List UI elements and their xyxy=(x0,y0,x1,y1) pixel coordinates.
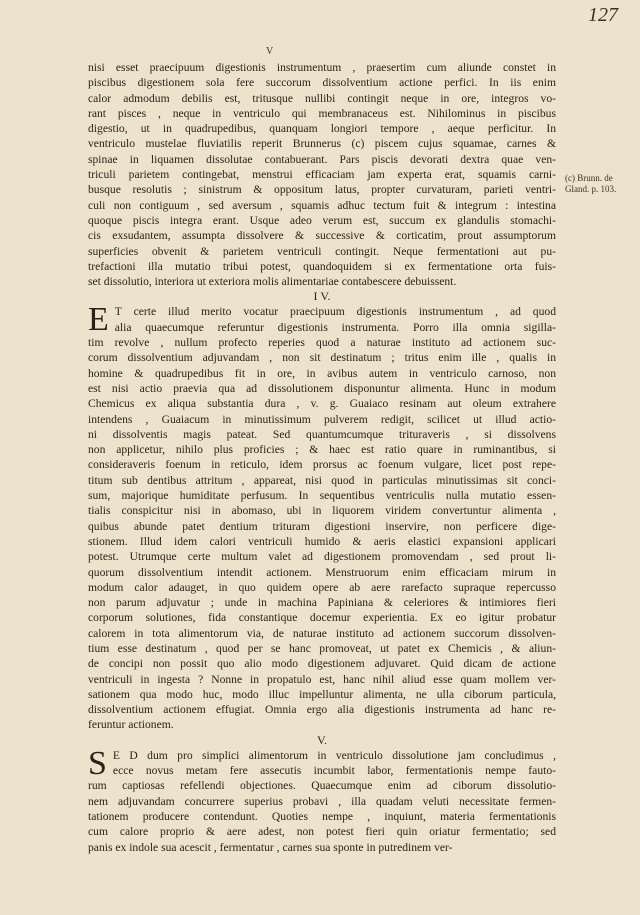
text-line: stionem. Illud idem calori ventriculi humido & aeris elastici expansioni applicari xyxy=(88,534,556,548)
margin-footnote: (c) Brunn. de Gland. p. 103. xyxy=(565,173,617,194)
text-line: rum captiosas refellendi objectiones. Quaecumque enim ad ciborum dissolutio- xyxy=(88,779,556,793)
text-line: cis exsudantem, assumpta dissolvere & successive & corticatim, prout assumptorum xyxy=(88,229,556,243)
text-line: sum, majorique humiditate perfusum. In sequentibus ventriculis nulla mutatio essen- xyxy=(88,489,556,503)
text-line: piscibus digestionem sola fere succorum dissolventium actione perfici. In iis enim xyxy=(88,76,556,90)
paragraph-iii-continued xyxy=(88,60,556,289)
section-heading-v: V. xyxy=(316,732,328,747)
text-line: culi non contiguum , sed aversum , squamis adhuc tectum fuit & integrum : intestina xyxy=(88,198,556,212)
text-line: nisi esset praecipuum digestionis instrumentum , praesertim cum aliunde constet in xyxy=(88,61,556,74)
text-line: sationem qua modo huc, modo illuc impelluntur alimenta, ne ulla ciborum particula, xyxy=(88,687,556,701)
text-line: ni dissolventis magis pateat. Sed quantumcumque trituraveris , si dissolvens xyxy=(88,427,556,441)
paragraph-v-lines xyxy=(88,744,556,855)
text-line: est nisi actio praevia qua ad dissolutionem disponuntur alimenta. Hunc in modum xyxy=(88,381,556,395)
text-line: nem adjuvandam concurrere superius probavi , illa quadam veluti necessitate fermen- xyxy=(88,794,556,808)
text-line: consideraveris foenum in reticulo, idem prorsus ac foenum vulgare, licet post repe- xyxy=(88,458,556,472)
text-line: intendens , Guaiacum in minutissimum pulverem redigit, scilicet ut illud actio- xyxy=(88,412,556,426)
text-line: tium esse destinatum , quod per se hanc promoveat, ut patet ex Chemicis , & aliun- xyxy=(88,641,556,655)
section-heading-iv: I V. xyxy=(313,289,331,304)
text-line: superficies obvenit & parietem ventriculi contingit. Neque fermentationi aut pu- xyxy=(88,244,556,258)
text-line: modum calor adauget, in quo quidem opere ab aere rarefacto supraque repercusso xyxy=(88,580,556,594)
text-line: busque resolutis ; sinistrum & oppositum latus, propter curvaturam, parieti ventri- xyxy=(88,183,556,197)
text-line: potest. Utrumque certe multum valet ad digestionem promovendam , sed prout li- xyxy=(88,550,556,564)
body-text xyxy=(88,60,556,855)
text-line: E D dum pro simplici alimentorum in ventriculo dissolutione jam concludimus , xyxy=(112,748,556,762)
text-line: cum calore proprio & aere adest, non potest fieri quin oriatur fermentatio; sed xyxy=(88,825,556,839)
text-line: ecce novus metam fere assecutis incumbit labor, fermentationis nempe fauto- xyxy=(112,764,556,778)
text-line: trefactioni illa mutatio tribui potest, quandoquidem si ex fermentatione orta fuis- xyxy=(88,259,556,273)
text-line: corporum solutiones, fida constantique docemur experientia. Ex eo igitur probatur xyxy=(88,611,556,625)
drop-cap-s: S xyxy=(88,744,107,782)
text-line: ventriculo mustelae fluviatilis reperit Brunnerus (c) piscem cujus squamae, carnes & xyxy=(88,137,556,151)
text-line: triculi parietem contingebat, menstrui efficaciam jam experta erat, squamis carni- xyxy=(88,168,556,182)
text-line: non parum adjuvatur ; unde in machina Papiniana & celeriores & intimiores fieri xyxy=(88,596,556,610)
text-line: de concipi non possit quo alio modo digestionem adjuvaret. Quid dicam de actione xyxy=(88,657,556,671)
text-line: feruntur actionem. xyxy=(88,718,174,732)
text-line: dissolventium actionem effugiat. Omnia ergo alia digestionis instrumenta ad hanc re- xyxy=(88,703,556,717)
text-line: Chemicus ex aliqua substantia dura , v. g. Guaiaco resinam aut oleum extrahere xyxy=(88,397,556,411)
text-line: tialis conspicitur nisi in abomaso, ubi in liquorem viridem convertuntur alimenta , xyxy=(88,504,556,518)
drop-cap-e: E xyxy=(88,301,109,339)
text-line: panis ex indole sua acescit , fermentatur , carnes sua sponte in putredinem ver- xyxy=(88,840,453,854)
text-line: tationem producere contendunt. Quoties nempe , inquiunt, materia fermentationis xyxy=(88,809,556,823)
text-line: calorem in tota alimentorum via, de naturae instituto ad actionem succorum dissolven- xyxy=(88,626,556,640)
text-line: rant pisces , neque in ventriculo qui membranaceus est. Nihilominus in piscibus xyxy=(88,106,556,120)
text-line: tim revolve , nullum profecto reperies quod a naturae instituto ad actionem suc- xyxy=(88,336,556,350)
text-line: titum sub dentibus attritum , appareat, nisi quod in particulas minutissimas sit conci- xyxy=(88,473,556,487)
text-line: alia quaecumque referuntur digestionis instrumenta. Porro illa omnia sigilla- xyxy=(114,320,556,334)
text-line: quoque piscis integra erant. Usque adeo verum est, succum ex glandulis stomachi- xyxy=(88,213,556,227)
text-line: quorum dissolventium intendit actionem. Menstruorum enim efficaciam mirum in xyxy=(88,565,556,579)
text-line: ventriculi in ingesta ? Nonne in propatulo est, hanc nihil aliud esse quam mollem ver- xyxy=(88,672,556,686)
signature-mark: V xyxy=(266,46,274,57)
page-number: 127 xyxy=(588,4,618,26)
paragraph-iv xyxy=(88,301,556,732)
text-line: quibus abunde patet dentium trituram digestioni inservire, non perficere dige- xyxy=(88,519,556,533)
text-line: spinae in liquamen dissolutae contabuerant. Pars piscis devorati dextra quae ven- xyxy=(88,152,556,166)
text-line: set dissolutio, interiora ut exteriora molis alimentariae contabescere debuissent. xyxy=(88,275,457,289)
text-line: calor admodum debilis est, tritusque nullibi contingit neque in ore, integros vo- xyxy=(88,91,556,105)
text-line: corum dissolventium adjuvandam , non sit destinatum ; tritus enim ille , qualis in xyxy=(88,351,556,365)
text-line: T certe illud merito vocatur praecipuum digestionis instrumentum , ad quod xyxy=(114,305,556,319)
text-line: non applicetur, nihilo plus proficies ; & haec est ratio quare in ruminantibus, si xyxy=(88,443,556,457)
text-line: digestio, ut in quadrupedibus, quanquam longiori tempore , aeque perficitur. In xyxy=(88,122,556,136)
paragraph-iv-lines xyxy=(88,301,556,732)
text-line: homine & quadrupedibus fit in ore, in avibus autem in ventriculo carnoso, non xyxy=(88,366,556,380)
paragraph-v xyxy=(88,744,556,855)
